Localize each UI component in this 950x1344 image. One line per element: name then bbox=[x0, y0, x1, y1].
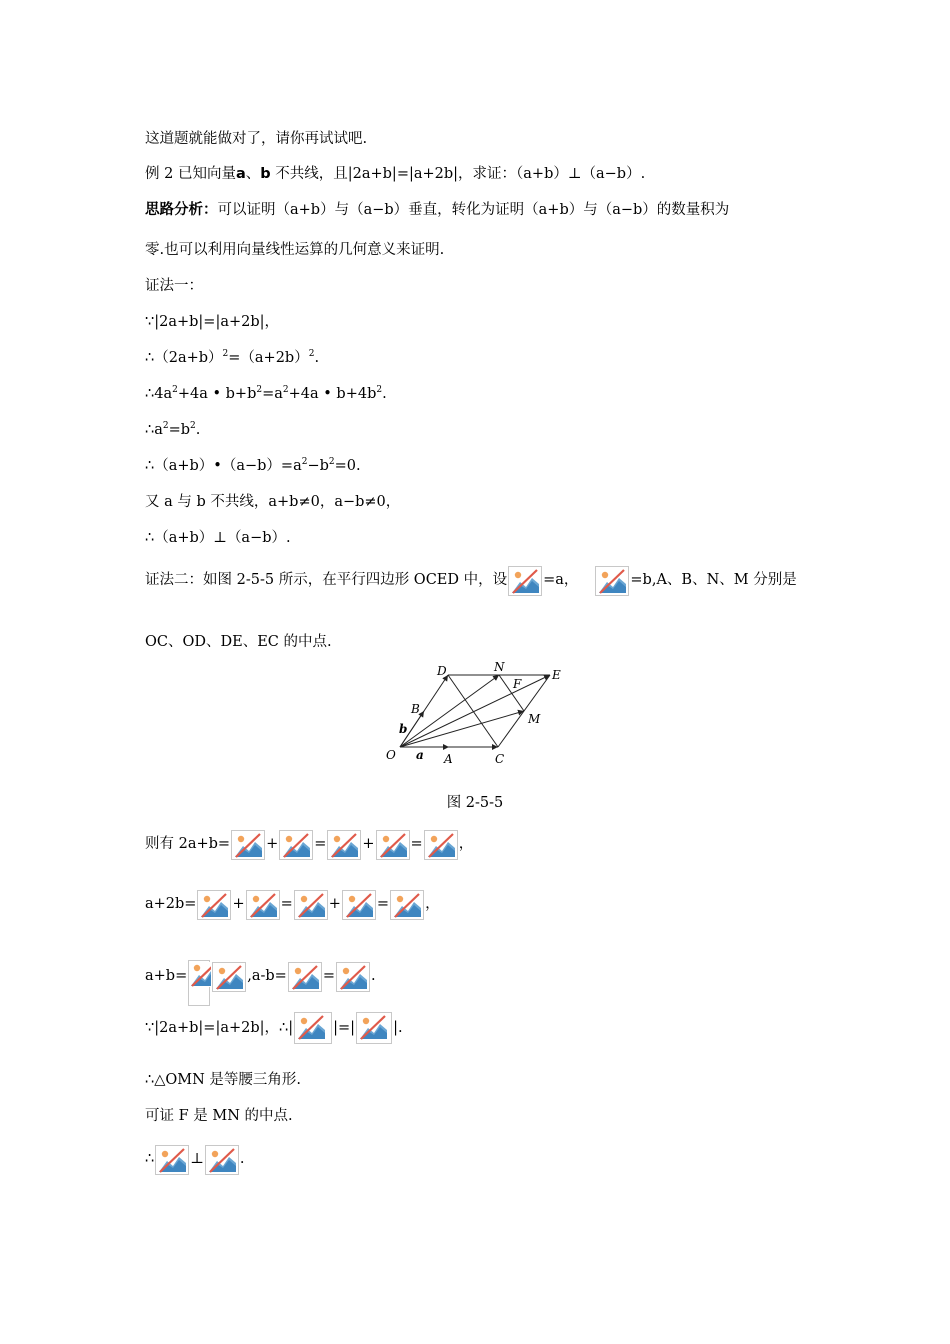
broken-image-icon bbox=[390, 890, 424, 920]
broken-image-icon bbox=[342, 890, 376, 920]
proof-heading: 证法一： bbox=[145, 278, 203, 294]
label-N: N bbox=[494, 660, 505, 674]
proof-step: 可证 F 是 MN 的中点. bbox=[145, 1108, 293, 1124]
proof-step: $\therefore(a+b)•(a-b)=a^2-b^2=0$. bbox=[145, 457, 361, 474]
proof-step: ∵|2a+b|=|a+2b|，∴| |=| |. bbox=[145, 1012, 403, 1044]
proof-step: 则有 2a+b= + = + = ， bbox=[145, 830, 473, 860]
label-A: A bbox=[444, 752, 453, 766]
proof-step: ∴△OMN 是等腰三角形. bbox=[145, 1072, 302, 1088]
example-statement: 例 2 已知向量a、b 不共线，且|2a+b|=|a+2b|，求证：（a+b）⊥（a−b）. bbox=[145, 166, 646, 182]
broken-image-icon bbox=[595, 566, 629, 596]
proof-step: $\therefore a^2=b^2$. bbox=[145, 421, 201, 438]
label-vector-b: b bbox=[399, 722, 408, 736]
broken-image-icon bbox=[336, 962, 370, 992]
broken-image-icon bbox=[188, 960, 210, 1006]
label-O: O bbox=[386, 748, 396, 762]
proof-step: ∵|2a+b|=|a+2b|， bbox=[145, 314, 280, 330]
broken-image-icon bbox=[197, 890, 231, 920]
broken-image-icon bbox=[205, 1145, 239, 1175]
broken-image-icon bbox=[294, 1012, 332, 1044]
broken-image-icon bbox=[279, 830, 313, 860]
proof-conclusion: ∴ ⊥ . bbox=[145, 1145, 244, 1175]
figure-caption: 图 2-5-5 bbox=[446, 795, 504, 811]
broken-image-icon bbox=[246, 890, 280, 920]
text-line: 零.也可以利用向量线性运算的几何意义来证明. bbox=[145, 242, 445, 258]
parallelogram-figure bbox=[380, 655, 580, 770]
label-B: B bbox=[411, 702, 420, 716]
proof-step: ∴（a+b）⊥（a−b）. bbox=[145, 530, 291, 546]
proof-step: $\therefore 4a^2+4a$ • $b+b^2=a^2+4a$ • $b+4b^2$. bbox=[145, 385, 387, 402]
broken-image-icon bbox=[155, 1145, 189, 1175]
proof-step: 又 a 与 b 不共线，a+b≠0，a−b≠0， bbox=[145, 494, 401, 510]
broken-image-icon bbox=[327, 830, 361, 860]
label-M: M bbox=[528, 712, 541, 726]
broken-image-icon bbox=[508, 566, 542, 596]
proof2-intro: 证法二：如图 2-5-5 所示，在平行四边形 OCED 中，设 =a， =b,A、B、N、M 分别是 bbox=[145, 566, 797, 596]
analysis-line: 思路分析：可以证明（a+b）与（a−b）垂直，转化为证明（a+b）与（a−b）的数量积为 bbox=[145, 202, 730, 218]
broken-image-icon bbox=[356, 1012, 392, 1044]
label-vector-a: a bbox=[416, 748, 424, 762]
label-D: D bbox=[437, 664, 447, 678]
label-F: F bbox=[513, 677, 522, 691]
label-E: E bbox=[552, 668, 561, 682]
proof-step: $\therefore(2a+b)^2=(a+2b)^2$. bbox=[145, 349, 320, 366]
broken-image-icon bbox=[212, 962, 246, 992]
label-C: C bbox=[495, 752, 505, 766]
broken-image-icon bbox=[231, 830, 265, 860]
broken-image-icon bbox=[424, 830, 458, 860]
broken-image-icon bbox=[376, 830, 410, 860]
broken-image-icon bbox=[294, 890, 328, 920]
analysis-heading: 思路分析： bbox=[145, 202, 218, 218]
broken-image-icon bbox=[288, 962, 322, 992]
text-line: 这道题就能做对了，请你再试试吧. bbox=[145, 131, 368, 147]
text-line: OC、OD、DE、EC 的中点. bbox=[145, 634, 332, 650]
proof-step: a+b= ,a-b= = . bbox=[145, 960, 376, 1006]
proof-step: a+2b= + = + = ， bbox=[145, 890, 440, 920]
